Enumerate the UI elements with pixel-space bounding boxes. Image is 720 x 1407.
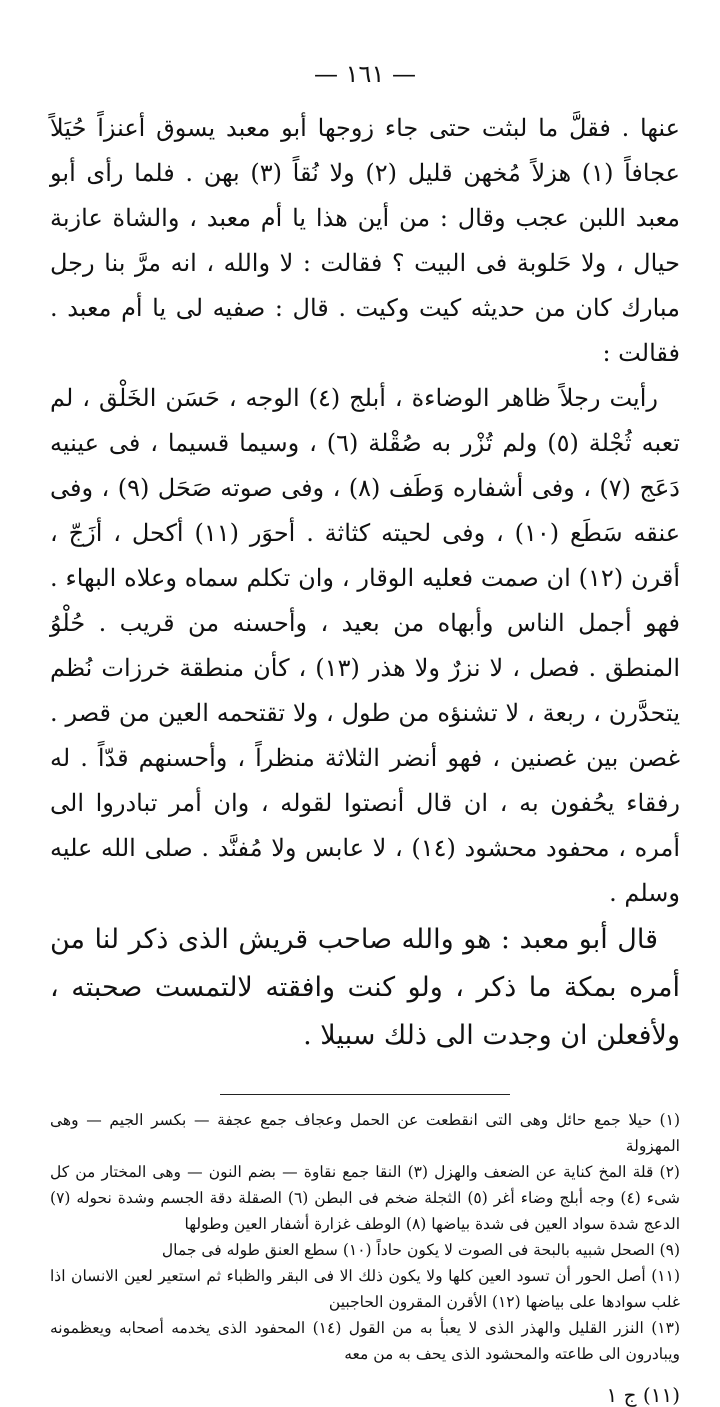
paragraph-3: قال أبو معبد : هو والله صاحب قريش الذى ذكر لنا من أمره بمكة ما ذكر ، ولو كنت وافقته لالتمست صحبته ، ولأفعلن ان وجدت الى ذلك سبيلا . xyxy=(50,924,680,1051)
page-number: — ١٦١ — xyxy=(314,60,416,88)
footnote-5: (١٣) النزر القليل والهذر الذى لا يعبأ به من القول (١٤) المحفود الذى يخدمه أصحابه ويعظمونه ويبادرون الى طاعته والمحشود الذى يحف به من معه xyxy=(50,1319,680,1363)
footnote-1: (١) حيلا جمع حائل وهى التى انقطعت عن الحمل وعجاف جمع عجفة — بكسر الجيم — وهى المهزولة xyxy=(50,1111,680,1155)
paragraph-1: عنها . فقلَّ ما لبثت حتى جاء زوجها أبو معبد يسوق أعنزاً حُيَلاً عجافاً (١) هزلاً مُخهن قليل (٢) ولا نُقاً (٣) بهن . فلما رأى أبو معبد اللبن عجب وقال : من أين هذا يا أم معبد ، والشاة عازبة حيال ، ولا حَلوبة فى البيت ؟ فقالت : لا والله ، انه مرَّ بنا رجل مبارك كان من حديثه كيت وكيت . قال : صفيه لى يا أم معبد . فقالت : xyxy=(50,114,681,367)
footnote-divider xyxy=(220,1094,510,1095)
footnote-4: (١١) أصل الحور أن تسود العين كلها ولا يكون ذلك الا فى البقر والظباء ثم استعير لعين الانسان اذا غلب سوادها على بياضها (١٢) الأقرن المقرون الحاجبين xyxy=(50,1267,680,1311)
footnote-3: (٩) الصحل شبيه بالبحة فى الصوت لا يكون حاداً (١٠) سطع العنق طوله فى جمال xyxy=(161,1241,680,1259)
paragraph-2: رأيت رجلاً ظاهر الوضاءة ، أبلج (٤) الوجه ، حَسَن الخَلْق ، لم تعبه ثُجْلة (٥) ولم تُزْر به صُقْلة (٦) ، وسيما قسيما ، فى عينيه دَعَج (٧) ، وفى أشفاره وَطَف (٨) ، وفى صوته صَحَل (٩) ، وفى عنقه سَطَع (١٠) ، وفى لحيته كثاثة . أحوَر (١١) أكحل ، أزَجّ ، أقرن (١٢) ان صمت فعليه الوقار ، وان تكلم سماه وعلاه البهاء . فهو أجمل الناس وأبهاه من بعيد ، وأحسنه من قريب . حُلْوُ المنطق . فصل ، لا نزرٌ ولا هذر (١٣) ، كأن منطقة خرزات نُظم يتحدَّرن ، ربعة ، لا تشنؤه من طول ، ولا تقتحمه العين من قصر . غصن بين غصنين ، فهو أنضر الثلاثة منظراً ، وأحسنهم قدّاً . له رفقاء يحُفون به ، ان قال أنصتوا لقوله ، وان أمر تبادروا الى أمره ، محفود محشود (١٤) ، لا عابس ولا مُفنَّد . صلى الله عليه وسلم . xyxy=(50,384,681,907)
main-text xyxy=(50,106,680,1060)
printer-signature: (١١) ج ١ xyxy=(606,1383,680,1407)
footnote-2: (٢) قلة المخ كناية عن الضعف والهزل (٣) النقا جمع نقاوة — بضم النون — وهى المختار من كل شىء (٤) وجه أبلج وضاء أغر (٥) الثجلة ضخم فى البطن (٦) الصقلة دقة الجسم وشدة نحوله (٧) الدعج شدة سواد العين فى شدة بياضها (٨) الوطف غزارة أشفار العين وطولها xyxy=(50,1163,680,1233)
footnotes xyxy=(50,1107,680,1367)
